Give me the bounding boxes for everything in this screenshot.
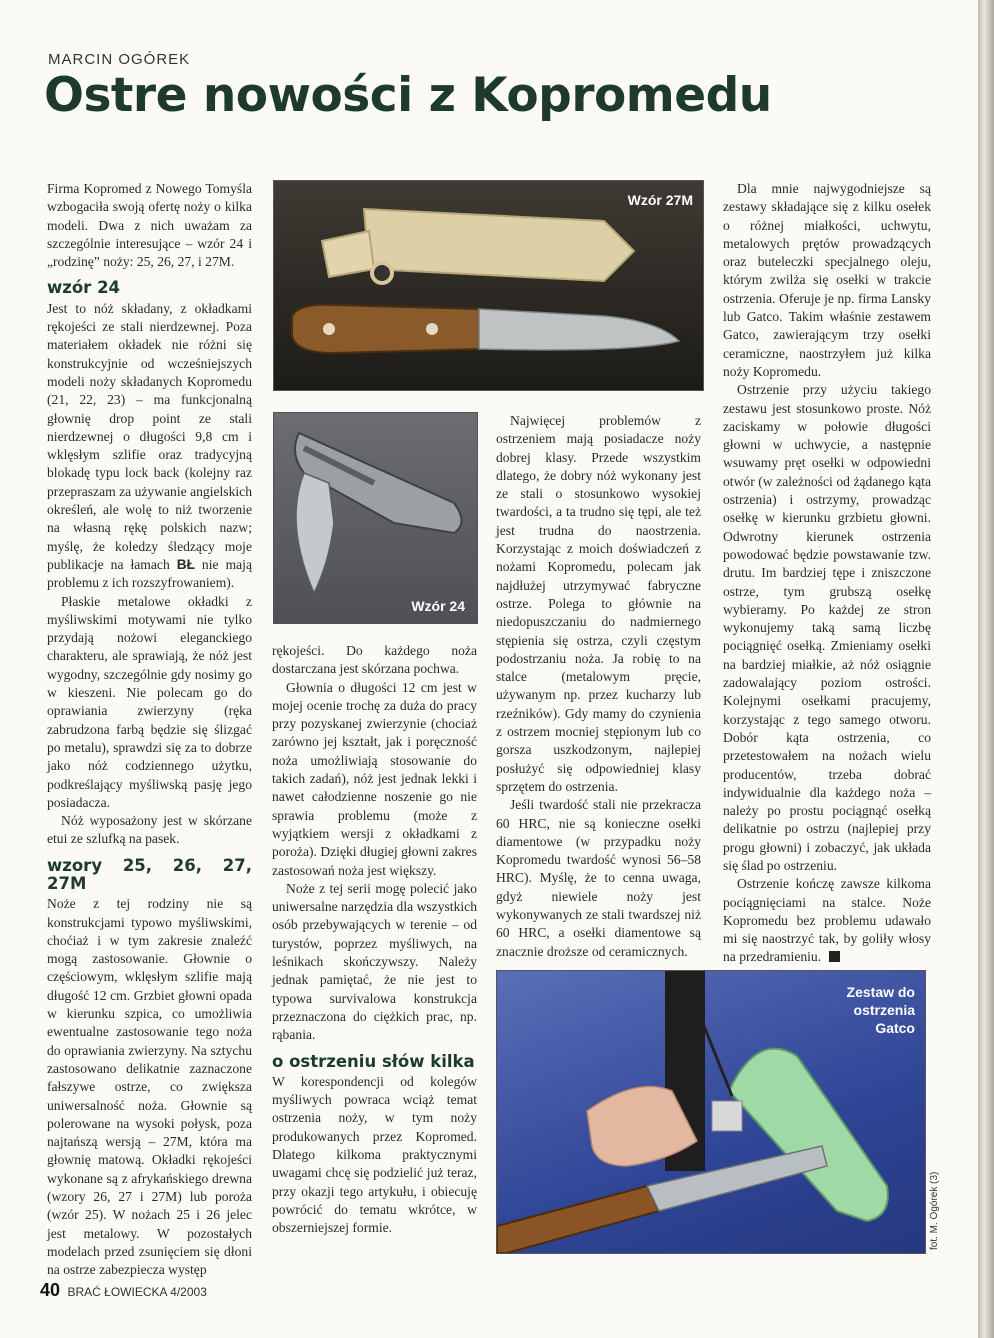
photo-label-wzor-27m: Wzór 27M [627, 192, 693, 208]
section-heading-wzor-24: wzór 24 [47, 278, 121, 298]
photo-credit: fot. M. Ogórek (3) [929, 1171, 940, 1250]
photo-wzor-27m [273, 180, 704, 391]
paragraph: rękojeści. Do każdego noża dostarczana jest skórzana pochwa. [272, 643, 477, 677]
section-heading-wzory: wzory 25, 26, 27, 27M [47, 855, 252, 893]
paragraph: Jest to nóż składany, z okładkami rękojeści ze stali nierdzewnej. Poza materiałem okładek nie różni się konstrukcyjnie od wcześniejszych modeli noży składanych Kopromedu (21, 22, 23) – ma funkcjonalną głownię drop point ze stali nierdzewnej o długości 9,8 cm i wklęsłym szlifie oraz tradycyjną blokadę typu lock back (kolejny raz przepraszam za używanie angielskich określeń, ale wolę to niż tworzenie na własną rękę polskich nazw; myślę, że koledzy śledzący moje publikacje na łamach BŁ nie mają problemu z ich rozszyfrowaniem). [47, 300, 252, 591]
page-edge [978, 0, 994, 1338]
knife-27m-illustration [274, 181, 703, 390]
section-heading-ostrzeniu: o ostrzeniu słów kilka [272, 1051, 475, 1071]
photo-label-wzor-24: Wzór 24 [411, 598, 465, 614]
paragraph: Jeśli twardość stali nie przekracza 60 HRC, nie są konieczne osełki diamentowe (w przypadku noży Kopromedu twardość wynosi 56–58 HRC). Myślę, że to cenna uwaga, gdyż niewiele noży jest wykonywanych ze stali twardszej niż 60 HRC, a osełki diamentowe są znacznie droższe od ceramicznych. [496, 797, 701, 959]
column-1 [47, 180, 252, 1280]
paragraph: Noże z tej serii mogę polecić jako uniwersalne narzędzia dla wszystkich osób przebywających w terenie – od turystów, poprzez myśliwych, na leśnikach skończywszy. Należy jednak pamiętać, że nie jest to typowa survivalowa konstrukcja przeznaczona do ciężkich prac, np. rąbania. [272, 880, 477, 1043]
paragraph: Ostrzenie przy użyciu takiego zestawu jest stosunkowo proste. Nóż zaciskamy w połowie długości głowni w uchwycie, a następnie wsuwamy pręt osełki w odpowiedni otwór (w zależności od żądanego kąta ostrzenia) i ostrzymy, prowadząc osełkę w kierunku grzbietu głowni. Odwrotny kierunek ostrzenia powodować będzie powstawanie tzw. drutu. Im bardziej tępe i zniszczone ostrze, tym grubszą osełkę wybieramy. Po każdej ze stron wykonujemy taką samą liczbę pociągnięć osełką. Zmieniamy osełki na bardziej miałkie, aż nóż osiągnie zadowalający poziom ostrości. Kolejnymi osełkami pracujemy, korzystając z tego samego otworu. Dobór kąta ostrzenia, co przetestowałem na nożach wielu producentów, trzeba dobrać indywidualnie dla każdego noża – należy po prostu pociągnąć osełką delikatnie po ostrzu (najlepiej przy progu głowni) i zobaczyć, jak układa się ślad po ostrzeniu. [723, 382, 931, 873]
column-4 [723, 180, 931, 967]
magazine-issue: BRAĆ ŁOWIECKA 4/2003 [67, 1285, 207, 1299]
photo-gatco-set [496, 970, 926, 1254]
column-3 [496, 412, 701, 961]
end-mark [829, 951, 840, 962]
paragraph: Głownia o długości 12 cm jest w mojej ocenie trochę za duża do pracy przy pozyskanej zwierzynie (chociaż zarówno jej kształt, jak i poręczność noża umożliwiają stosowanie do takich zadań), nóż jest jednak lekki i nawet całodzienne noszenie go nie sprawia problemu (może z wyjątkiem wersji z okładkami z poroża). Dzięki długiej głowni zakres zastosowań noża jest większy. [272, 679, 477, 878]
photo-label-gatco: Zestaw do ostrzenia Gatco [846, 984, 915, 1036]
paragraph: Noże z tej rodziny nie są konstrukcjami typowo myśliwskimi, choćiaż i w tym zakresie znaleźć mogą zastosowanie. Głownie o częściowym, wklęsłym szlifie mają długość 12 cm. Grzbiet głowni opada w kierunku szpica, co umożliwia ewentualne zastosowanie tego noża do oprawiania zwierzyny. Na sztychu zastosowano delikatnie zaznaczone fałszywe ostrze, co zwiększa uniwersalność noża. Głownie są polerowane na wysoki połysk, poza najtańszą wersją – 27M, która ma głownię matową. Okładki rękojeści wykonane są z afrykańskiego drewna (wzory 26, 27 i 27M) lub poroża (wzór 25). W nożach 25 i 26 jelec jest metalowy. W pozostałych modelach przed zsunięciem się dłoni na ostrze zabezpiecza występ [47, 896, 252, 1278]
paragraph: Nóż wyposażony jest w skórzane etui ze szlufką na pasek. [47, 813, 252, 847]
paragraph: W korespondencji od kolegów myśliwych powraca wciąż temat ostrzenia noży, w tym noży produkowanych przez Kopromed. Dlatego kilkoma praktycznymi uwagami chcę się podzielić już teraz, przy okazji tego artykułu, i obiecuję powrócić do tematu wkrótce, w obszerniejszej formie. [272, 1073, 477, 1236]
article-title: Ostre nowości z Kopromedu [44, 68, 772, 123]
page-number: 40 [40, 1280, 61, 1300]
paragraph: Płaskie metalowe okładki z myśliwskimi motywami nie tylko przydają nożowi eleganckiego charakteru, ale sprawiają, że nóż jest wygodny, szczególnie gdy nosimy go w kieszeni. Nie polecam go do oprawiania zwierzyny (ręka zabrudzona farbą będzie się ślizgać po metalu), sprawdzi się za to dobrze jako nóż codziennego użytku, podkreślający myśliwską pasję jego posiadacza. [47, 593, 252, 810]
intro-paragraph: Firma Kopromed z Nowego Tomyśla wzbogaciła swoją ofertę noży o kilka modeli. Dwa z nich uważam za szczególnie interesujące – wzór 24 i „rodzinę” noży: 25, 26, 27, i 27M. [47, 181, 252, 270]
photo-wzor-24 [273, 412, 478, 624]
paragraph: Najwięcej problemów z ostrzeniem mają posiadacze noży dobrej klasy. Przede wszystkim dlatego, że dobry nóż wykonany jest ze stali o stosunkowo wysokiej twardości, a ta trudno się tępi, ale też jest trudna do naostrzenia. Korzystając z moich doświadczeń z nożami Kopromedu, polecam jak najdłużej utrzymywać fabryczne ostrze. Polega to głównie na niedopuszczaniu do nadmiernego stępienia się ostrza, czyli częstym podostrzaniu noża. Ja robię to na stalce (metalowym pręcie, używanym np. przez kucharzy lub rzeźników). Gdy mamy do czynienia z ostrzem mocniej stępionym lub co gorsza uszkodzonym, najlepiej posłużyć się odpowiedniej klasy sprzętem do ostrzenia. [496, 413, 701, 794]
paragraph: Ostrzenie kończę zawsze kilkoma pociągnięciami na stalce. Noże Kopromedu bez problemu udawało mi się naostrzyć tak, by goliły włosy na przedramieniu. [723, 876, 931, 965]
paragraph: Dla mnie najwygodniejsze są zestawy składające się z kilku osełek o różnej miałkości, uchwytu, metalowych prętów prowadzących oraz buteleczki specjalnego oleju, którym zwilża się osełki w trakcie ostrzenia. Oferuje je np. firma Lansky lub Gatco. Takim właśnie zestawem Gatco, zawierającym trzy osełki ceramiczne, naostrzyłem już kilka noży Kopromedu. [723, 181, 931, 379]
column-2 [272, 642, 477, 1238]
knife-24-illustration [274, 413, 477, 623]
page-footer [40, 1280, 207, 1301]
author-name: MARCIN OGÓREK [48, 51, 191, 68]
